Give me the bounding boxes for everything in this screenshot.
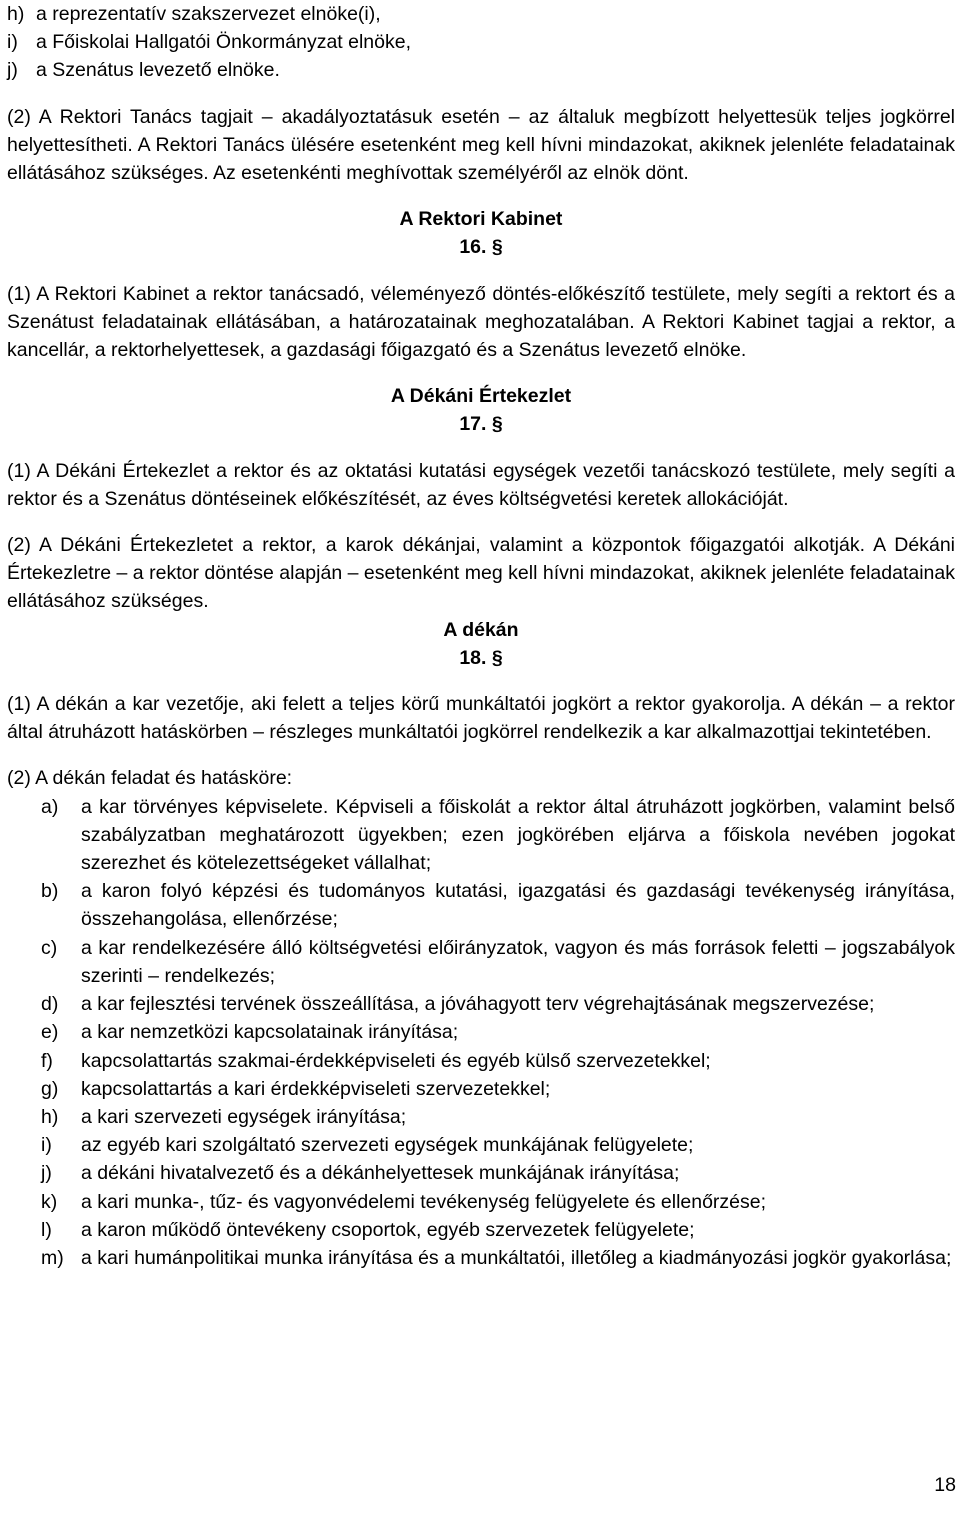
list-item — [41, 1188, 955, 1216]
list-marker: e) — [41, 1021, 59, 1044]
dekan-duties-list — [7, 793, 955, 1272]
list-item-text: a kar nemzetközi kapcsolatainak irányítása; — [81, 1021, 459, 1044]
list-marker: f) — [41, 1049, 53, 1072]
list-item-text: a dékáni hivatalvezető és a dékánhelyettesek munkájának irányítása; — [81, 1162, 680, 1185]
document-page — [7, 0, 955, 1272]
heading-rektori-kabinet: A Rektori Kabinet — [399, 208, 563, 231]
heading-dekan: A dékán — [443, 618, 519, 641]
list-item-text: a karon működő öntevékeny csoportok, egyéb szervezetek felügyelete; — [81, 1218, 695, 1241]
list-item — [41, 934, 955, 990]
list-item-text: a karon folyó képzési és tudományos kutatási, igazgatási és gazdasági tevékenység irányítása, összehangolása, ellenőrzése; — [81, 880, 955, 931]
list-item — [41, 990, 955, 1018]
list-item — [41, 1159, 955, 1187]
list-item — [41, 793, 955, 878]
list-item — [41, 1103, 955, 1131]
list-item-text: kapcsolattartás szakmai-érdekképviseleti és egyéb külső szervezetekkel; — [81, 1049, 711, 1072]
paragraph-dekani-2: (2) A Dékáni Értekezletet a rektor, a karok dékánjai, valamint a központok főigazgatói alkotják. A Dékáni Értekezletre – a rektor döntése alapján – esetenként meg kell hívni mindazokat, akiknek jelenléte feladatainak ellátásához szükséges. — [7, 534, 955, 613]
paragraph-rektori-tanacs-2: (2) A Rektori Tanács tagjait – akadályoztatásuk esetén – az általuk megbízott helyettesük teljes jogkörrel helyettesítheti. A Rektori Tanács ülésére esetenként meg kell hívni mindazokat, akiknek jelenléte feladatainak ellátásához szükséges. Az esetenkénti meghívottak személyéről az elnök dönt. — [7, 105, 955, 185]
list-item — [7, 28, 955, 56]
list-marker: g) — [41, 1077, 59, 1100]
list-item-text: a kari munka-, tűz- és vagyonvédelemi tevékenység felügyelete és ellenőrzése; — [81, 1190, 767, 1213]
list-marker: m) — [41, 1246, 64, 1269]
list-item-text: a Szenátus levezető elnöke. — [36, 59, 280, 82]
list-item — [41, 1244, 955, 1272]
list-marker: h) — [41, 1105, 59, 1128]
list-item — [41, 1216, 955, 1244]
page-number: 18 — [934, 1474, 956, 1496]
list-marker: b) — [41, 880, 59, 903]
paragraph-dekani-1: (1) A Dékáni Értekezlet a rektor és az oktatási kutatási egységek vezetői tanácskozó testülete, mely segíti a rektor és a Szenátus döntéseinek előkészítését, az éves költségvetési keretek allokációját. — [7, 459, 955, 510]
list-item-text: a reprezentatív szakszervezet elnöke(i), — [36, 3, 381, 25]
list-marker: j) — [7, 59, 18, 82]
list-marker: h) — [7, 3, 25, 25]
list-item-text: a kar rendelkezésére álló költségvetési előirányzatok, vagyon és más források feletti – jogszabályok szerinti – rendelkezés; — [81, 936, 955, 987]
list-marker: d) — [41, 993, 59, 1016]
member-list-continued — [7, 0, 955, 85]
list-item-text: a kar fejlesztési tervének összeállítása, a jóváhagyott terv végrehajtásának megszervezése; — [81, 993, 875, 1016]
list-item-text: az egyéb kari szolgáltató szervezeti egységek munkájának felügyelete; — [81, 1134, 694, 1157]
heading-dekani-ertekezlet: A Dékáni Értekezlet — [390, 385, 572, 408]
paragraph-dekan-2: (2) A dékán feladat és hatásköre: — [7, 767, 293, 790]
list-item — [41, 1047, 955, 1075]
list-item-text: a kari humánpolitikai munka irányítása és a munkáltatói, illetőleg a kiadmányozási jogkör gyakorlása; — [81, 1246, 952, 1269]
paragraph-dekan-1: (1) A dékán a kar vezetője, aki felett a teljes körű munkáltatói jogkört a rektor gyakorolja. A dékán – a rektor által átruházott hatáskörben – részleges munkáltatói jogkörrel rendelkezik a kar alkalmazottjai tekintetében. — [7, 693, 955, 744]
list-item — [41, 1131, 955, 1159]
list-item-text: kapcsolattartás a kari érdekképviseleti szervezetekkel; — [81, 1077, 551, 1100]
list-marker: c) — [41, 936, 58, 959]
list-marker: i) — [41, 1134, 52, 1157]
list-marker: l) — [41, 1218, 52, 1241]
list-item — [41, 1075, 955, 1103]
section-17: 17. § — [459, 413, 503, 436]
list-item — [7, 0, 955, 28]
list-marker: i) — [7, 31, 18, 54]
list-marker: k) — [41, 1190, 58, 1213]
list-item-text: a kari szervezeti egységek irányítása; — [81, 1105, 407, 1128]
list-marker: j) — [41, 1162, 52, 1185]
section-18: 18. § — [459, 646, 503, 669]
list-item-text: a kar törvényes képviselete. Képviseli a főiskolát a rektor által átruházott jogkörben, valamint belső szabályzatban meghatározott ügyekben; ezen jogkörében eljárva a főiskola nevében jogokat szerezhet és kötelezettségeket vállalhat; — [81, 795, 955, 875]
section-16: 16. § — [459, 236, 503, 259]
list-item-text: a Főiskolai Hallgatói Önkormányzat elnöke, — [36, 31, 412, 54]
list-item — [41, 877, 955, 933]
list-item — [41, 1018, 955, 1046]
paragraph-kabinet-1: (1) A Rektori Kabinet a rektor tanácsadó, véleményező döntés-előkészítő testülete, mely segíti a rektort és a Szenátust feladatainak ellátásában, a határozatainak meghozatalában. A Rektori Kabinet tagjai a rektor, a kancellár, a rektorhelyettesek, a gazdasági főigazgató és a Szenátus levezető elnöke. — [7, 282, 955, 362]
list-item — [7, 56, 955, 84]
list-marker: a) — [41, 795, 59, 818]
